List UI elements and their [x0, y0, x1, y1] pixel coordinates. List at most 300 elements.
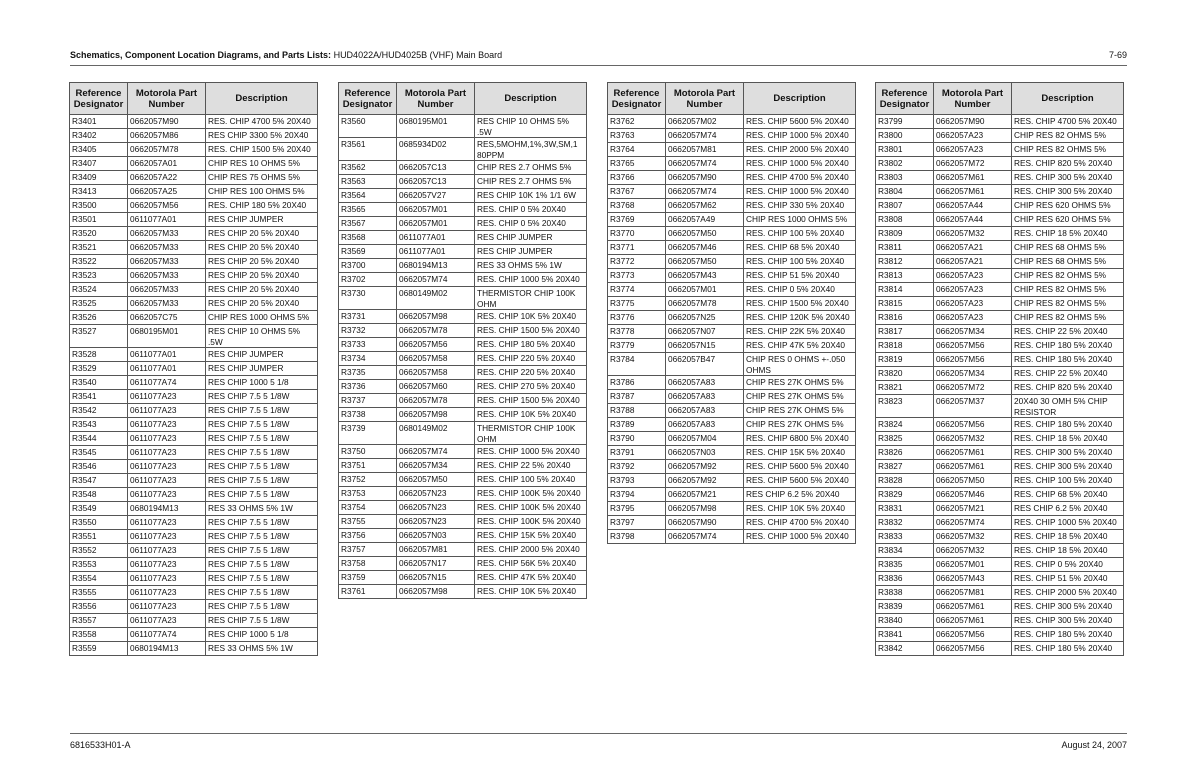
description: THERMISTOR CHIP 100K OHM	[475, 287, 587, 310]
description: RES CHIP 7.5 5 1/8W	[206, 390, 318, 404]
part-number: 0662057N23	[397, 487, 475, 501]
part-number: 0611077A23	[128, 432, 206, 446]
col-header-description: Description	[206, 83, 318, 115]
description: RES. CHIP 10K 5% 20X40	[744, 502, 856, 516]
reference-designator: R3559	[70, 642, 128, 656]
description: RES. CHIP 1000 5% 20X40	[475, 445, 587, 459]
table-row	[70, 432, 318, 446]
table-row	[339, 175, 587, 189]
table-row	[608, 432, 856, 446]
reference-designator: R3564	[339, 189, 397, 203]
description: CHIP RES 620 OHMS 5%	[1012, 213, 1124, 227]
part-number: 0680194M13	[397, 259, 475, 273]
part-number: 0662057A23	[934, 297, 1012, 311]
description: RES CHIP 20 5% 20X40	[206, 255, 318, 269]
reference-designator: R3808	[876, 213, 934, 227]
table-row	[70, 157, 318, 171]
description: RES CHIP 7.5 5 1/8W	[206, 544, 318, 558]
part-number: 0611077A23	[128, 516, 206, 530]
reference-designator: R3751	[339, 459, 397, 473]
description: RES. CHIP 180 5% 20X40	[206, 199, 318, 213]
table-row	[876, 586, 1124, 600]
description: RES. CHIP 22 5% 20X40	[1012, 367, 1124, 381]
table-row	[876, 530, 1124, 544]
col-header-part-number: Motorola Part Number	[397, 83, 475, 115]
reference-designator: R3753	[339, 487, 397, 501]
description: RES CHIP 7.5 5 1/8W	[206, 446, 318, 460]
reference-designator: R3818	[876, 339, 934, 353]
table-row	[608, 115, 856, 129]
reference-designator: R3827	[876, 460, 934, 474]
table-row	[608, 488, 856, 502]
description: RES. CHIP 2000 5% 20X40	[475, 543, 587, 557]
part-number: 0662057A49	[666, 213, 744, 227]
table-row	[876, 558, 1124, 572]
table-row	[876, 269, 1124, 283]
part-number: 0611077A23	[128, 390, 206, 404]
part-number: 0662057M61	[934, 185, 1012, 199]
table-row	[339, 422, 587, 445]
parts-table	[607, 82, 856, 544]
reference-designator: R3812	[876, 255, 934, 269]
description: RES CHIP 10 OHMS 5% .5W	[206, 325, 318, 348]
description: RES CHIP JUMPER	[475, 245, 587, 259]
description: CHIP RES 1000 OHMS 5%	[206, 311, 318, 325]
part-number: 0662057M34	[934, 367, 1012, 381]
part-number: 0662057N23	[397, 501, 475, 515]
col-header-reference: Reference Designator	[876, 83, 934, 115]
part-number: 0611077A01	[397, 231, 475, 245]
description: RES. CHIP 270 5% 20X40	[475, 380, 587, 394]
reference-designator: R3731	[339, 310, 397, 324]
description: RES CHIP 6.2 5% 20X40	[744, 488, 856, 502]
reference-designator: R3553	[70, 558, 128, 572]
part-number: 0662057M32	[934, 432, 1012, 446]
description: CHIP RES 1000 OHMS 5%	[744, 213, 856, 227]
table-row	[339, 394, 587, 408]
part-number: 0662057M33	[128, 269, 206, 283]
table-row	[70, 129, 318, 143]
description: RES. CHIP 1500 5% 20X40	[475, 394, 587, 408]
part-number: 0662057A23	[934, 143, 1012, 157]
part-number: 0662057M21	[934, 502, 1012, 516]
reference-designator: R3791	[608, 446, 666, 460]
description: RES. CHIP 100 5% 20X40	[744, 255, 856, 269]
part-number: 0662057M78	[128, 143, 206, 157]
part-number: 0611077A23	[128, 488, 206, 502]
description: RES. CHIP 0 5% 20X40	[744, 283, 856, 297]
part-number: 0680149M02	[397, 287, 475, 310]
part-number: 0662057B47	[666, 353, 744, 376]
description: RES CHIP 7.5 5 1/8W	[206, 432, 318, 446]
description: RES. CHIP 10K 5% 20X40	[475, 310, 587, 324]
part-number: 0662057C13	[397, 161, 475, 175]
reference-designator: R3789	[608, 418, 666, 432]
reference-designator: R3560	[339, 115, 397, 138]
part-number: 0662057N03	[397, 529, 475, 543]
description: RES. CHIP 22 5% 20X40	[1012, 325, 1124, 339]
table-row	[608, 311, 856, 325]
description: RES. CHIP 820 5% 20X40	[1012, 157, 1124, 171]
description: RES. CHIP 4700 5% 20X40	[744, 516, 856, 530]
table-row	[70, 348, 318, 362]
table-row	[608, 446, 856, 460]
description: RES 33 OHMS 5% 1W	[475, 259, 587, 273]
description: RES CHIP 7.5 5 1/8W	[206, 404, 318, 418]
reference-designator: R3521	[70, 241, 128, 255]
table-row	[608, 199, 856, 213]
description: RES. CHIP 0 5% 20X40	[475, 217, 587, 231]
part-number: 0662057M43	[934, 572, 1012, 586]
description: RES. CHIP 1000 5% 20X40	[1012, 516, 1124, 530]
reference-designator: R3834	[876, 544, 934, 558]
part-number: 0611077A23	[128, 572, 206, 586]
part-number: 0662057M01	[934, 558, 1012, 572]
table-row	[876, 129, 1124, 143]
table-row	[70, 530, 318, 544]
table-row	[608, 530, 856, 544]
reference-designator: R3765	[608, 157, 666, 171]
description: RES. CHIP 100K 5% 20X40	[475, 487, 587, 501]
description: RES. CHIP 4700 5% 20X40	[206, 115, 318, 129]
table-row	[339, 310, 587, 324]
part-number: 0662057M32	[934, 530, 1012, 544]
description: CHIP RES 27K OHMS 5%	[744, 390, 856, 404]
reference-designator: R3815	[876, 297, 934, 311]
table-row	[339, 515, 587, 529]
part-number: 0685934D02	[397, 138, 475, 161]
description: RES CHIP 7.5 5 1/8W	[206, 614, 318, 628]
reference-designator: R3554	[70, 572, 128, 586]
part-number: 0611077A01	[128, 213, 206, 227]
col-header-reference: Reference Designator	[70, 83, 128, 115]
part-number: 0662057M56	[128, 199, 206, 213]
table-row	[608, 129, 856, 143]
parts-table	[338, 82, 587, 599]
table-row	[339, 557, 587, 571]
description: RES. CHIP 56K 5% 20X40	[475, 557, 587, 571]
part-number: 0662057M01	[397, 203, 475, 217]
table-row	[70, 199, 318, 213]
description: RES,5MOHM,1%,3W,SM,1 80PPM	[475, 138, 587, 161]
reference-designator: R3799	[876, 115, 934, 129]
table-row	[608, 325, 856, 339]
part-number: 0662057M74	[397, 445, 475, 459]
description: CHIP RES 68 OHMS 5%	[1012, 255, 1124, 269]
description: RES CHIP 3300 5% 20X40	[206, 129, 318, 143]
reference-designator: R3832	[876, 516, 934, 530]
reference-designator: R3798	[608, 530, 666, 544]
table-row	[339, 324, 587, 338]
page-title-rest: HUD4022A/HUD4025B (VHF) Main Board	[331, 50, 503, 60]
table-header-row	[70, 83, 318, 115]
description: CHIP RES 82 OHMS 5%	[1012, 269, 1124, 283]
description: RES. CHIP 1500 5% 20X40	[475, 324, 587, 338]
part-number: 0611077A01	[128, 362, 206, 376]
part-number: 0662057N15	[666, 339, 744, 353]
description: RES. CHIP 1000 5% 20X40	[475, 273, 587, 287]
page-title-bold: Schematics, Component Location Diagrams, and Parts Lists:	[70, 50, 332, 60]
description: CHIP RES 2.7 OHMS 5%	[475, 161, 587, 175]
reference-designator: R3775	[608, 297, 666, 311]
reference-designator: R3787	[608, 390, 666, 404]
description: RES. CHIP 22 5% 20X40	[475, 459, 587, 473]
table-row	[339, 487, 587, 501]
part-number: 0662057M62	[666, 199, 744, 213]
reference-designator: R3801	[876, 143, 934, 157]
table-row	[876, 474, 1124, 488]
part-number: 0662057M81	[934, 586, 1012, 600]
description: RES CHIP 7.5 5 1/8W	[206, 586, 318, 600]
reference-designator: R3552	[70, 544, 128, 558]
part-number: 0662057M61	[934, 446, 1012, 460]
reference-designator: R3828	[876, 474, 934, 488]
table-row	[876, 171, 1124, 185]
table-row	[608, 157, 856, 171]
part-number: 0662057A22	[128, 171, 206, 185]
reference-designator: R3816	[876, 311, 934, 325]
part-number: 0662057M50	[397, 473, 475, 487]
reference-designator: R3811	[876, 241, 934, 255]
description: RES CHIP 20 5% 20X40	[206, 283, 318, 297]
reference-designator: R3549	[70, 502, 128, 516]
part-number: 0662057M56	[934, 642, 1012, 656]
table-row	[70, 404, 318, 418]
document-date: August 24, 2007	[1061, 740, 1127, 750]
description: RES CHIP 7.5 5 1/8W	[206, 516, 318, 530]
reference-designator: R3829	[876, 488, 934, 502]
part-number: 0662057M90	[128, 115, 206, 129]
part-number: 0662057M74	[934, 516, 1012, 530]
reference-designator: R3567	[339, 217, 397, 231]
description: RES. CHIP 68 5% 20X40	[744, 241, 856, 255]
table-row	[876, 339, 1124, 353]
reference-designator: R3550	[70, 516, 128, 530]
table-row	[876, 227, 1124, 241]
part-number: 0611077A23	[128, 600, 206, 614]
part-number: 0662057N15	[397, 571, 475, 585]
reference-designator: R3543	[70, 418, 128, 432]
reference-designator: R3754	[339, 501, 397, 515]
description: RES. CHIP 68 5% 20X40	[1012, 488, 1124, 502]
description: RES. CHIP 100 5% 20X40	[475, 473, 587, 487]
part-number: 0662057M98	[397, 408, 475, 422]
description: CHIP RES 82 OHMS 5%	[1012, 143, 1124, 157]
table-row	[876, 395, 1124, 418]
description: CHIP RES 82 OHMS 5%	[1012, 311, 1124, 325]
description: RES. CHIP 4700 5% 20X40	[1012, 115, 1124, 129]
reference-designator: R3563	[339, 175, 397, 189]
description: RES CHIP 1000 5 1/8	[206, 376, 318, 390]
reference-designator: R3755	[339, 515, 397, 529]
description: CHIP RES 2.7 OHMS 5%	[475, 175, 587, 189]
description: RES. CHIP 180 5% 20X40	[1012, 642, 1124, 656]
reference-designator: R3786	[608, 376, 666, 390]
part-number: 0662057A83	[666, 418, 744, 432]
table-row	[608, 502, 856, 516]
reference-designator: R3524	[70, 283, 128, 297]
reference-designator: R3784	[608, 353, 666, 376]
table-row	[70, 227, 318, 241]
parts-table	[69, 82, 318, 656]
reference-designator: R3817	[876, 325, 934, 339]
table-row	[876, 353, 1124, 367]
table-row	[876, 628, 1124, 642]
table-row	[339, 231, 587, 245]
reference-designator: R3797	[608, 516, 666, 530]
table-row	[339, 380, 587, 394]
reference-designator: R3405	[70, 143, 128, 157]
reference-designator: R3548	[70, 488, 128, 502]
description: RES. CHIP 51 5% 20X40	[744, 269, 856, 283]
description: CHIP RES 620 OHMS 5%	[1012, 199, 1124, 213]
reference-designator: R3836	[876, 572, 934, 586]
part-number: 0662057M90	[666, 171, 744, 185]
part-number: 0611077A23	[128, 530, 206, 544]
description: RES. CHIP 820 5% 20X40	[1012, 381, 1124, 395]
table-row	[70, 642, 318, 656]
part-number: 0680149M02	[397, 422, 475, 445]
table-row	[70, 171, 318, 185]
table-row	[876, 502, 1124, 516]
table-row	[608, 376, 856, 390]
description: RES CHIP 7.5 5 1/8W	[206, 530, 318, 544]
table-row	[70, 185, 318, 199]
table-row	[70, 558, 318, 572]
reference-designator: R3803	[876, 171, 934, 185]
description: RES CHIP 7.5 5 1/8W	[206, 460, 318, 474]
table-row	[876, 446, 1124, 460]
table-row	[876, 642, 1124, 656]
part-number: 0662057M33	[128, 255, 206, 269]
description: RES. CHIP 15K 5% 20X40	[744, 446, 856, 460]
description: RES. CHIP 180 5% 20X40	[1012, 628, 1124, 642]
table-row	[876, 460, 1124, 474]
table-row	[608, 241, 856, 255]
table-row	[608, 418, 856, 432]
reference-designator: R3773	[608, 269, 666, 283]
part-number: 0662057A83	[666, 404, 744, 418]
part-number: 0662057M74	[666, 129, 744, 143]
description: RES. CHIP 300 5% 20X40	[1012, 460, 1124, 474]
table-row	[70, 311, 318, 325]
reference-designator: R3551	[70, 530, 128, 544]
parts-table	[875, 82, 1124, 656]
description: RES. CHIP 1500 5% 20X40	[206, 143, 318, 157]
table-row	[876, 572, 1124, 586]
reference-designator: R3820	[876, 367, 934, 381]
table-row	[876, 432, 1124, 446]
description: CHIP RES 82 OHMS 5%	[1012, 129, 1124, 143]
part-number: 0662057M50	[666, 227, 744, 241]
description: RES 33 OHMS 5% 1W	[206, 502, 318, 516]
part-number: 0662057M92	[666, 474, 744, 488]
reference-designator: R3793	[608, 474, 666, 488]
reference-designator: R3501	[70, 213, 128, 227]
part-number: 0662057N07	[666, 325, 744, 339]
description: RES CHIP 7.5 5 1/8W	[206, 418, 318, 432]
table-row	[876, 157, 1124, 171]
part-number: 0662057N17	[397, 557, 475, 571]
reference-designator: R3735	[339, 366, 397, 380]
table-row	[339, 543, 587, 557]
reference-designator: R3520	[70, 227, 128, 241]
reference-designator: R3702	[339, 273, 397, 287]
table-row	[339, 459, 587, 473]
description: RES. CHIP 15K 5% 20X40	[475, 529, 587, 543]
part-number: 0662057M86	[128, 129, 206, 143]
table-row	[876, 283, 1124, 297]
col-header-reference: Reference Designator	[608, 83, 666, 115]
description: RES CHIP 7.5 5 1/8W	[206, 474, 318, 488]
part-number: 0662057M33	[128, 297, 206, 311]
description: RES. CHIP 1000 5% 20X40	[744, 530, 856, 544]
description: RES. CHIP 180 5% 20X40	[1012, 418, 1124, 432]
reference-designator: R3790	[608, 432, 666, 446]
table-row	[876, 143, 1124, 157]
table-row	[608, 404, 856, 418]
table-row	[876, 325, 1124, 339]
part-number: 0662057N23	[397, 515, 475, 529]
table-row	[339, 338, 587, 352]
table-row	[339, 245, 587, 259]
description: RES CHIP 7.5 5 1/8W	[206, 558, 318, 572]
description: RES. CHIP 18 5% 20X40	[1012, 432, 1124, 446]
table-row	[339, 408, 587, 422]
part-number: 0662057M33	[128, 241, 206, 255]
reference-designator: R3545	[70, 446, 128, 460]
table-header-row	[339, 83, 587, 115]
reference-designator: R3555	[70, 586, 128, 600]
part-number: 0662057C13	[397, 175, 475, 189]
table-row	[70, 614, 318, 628]
reference-designator: R3825	[876, 432, 934, 446]
part-number: 0662057V27	[397, 189, 475, 203]
part-number: 0662057M32	[934, 544, 1012, 558]
table-row	[339, 473, 587, 487]
description: RES. CHIP 0 5% 20X40	[475, 203, 587, 217]
part-number: 0662057M32	[934, 227, 1012, 241]
table-header-row	[608, 83, 856, 115]
description: RES. CHIP 180 5% 20X40	[475, 338, 587, 352]
part-number: 0662057M74	[666, 530, 744, 544]
table-row	[876, 311, 1124, 325]
part-number: 0662057A44	[934, 213, 1012, 227]
part-number: 0611077A23	[128, 460, 206, 474]
table-row	[608, 227, 856, 241]
description: RES. CHIP 10K 5% 20X40	[475, 408, 587, 422]
table-row	[608, 213, 856, 227]
table-row	[876, 488, 1124, 502]
part-number: 0611077A01	[128, 348, 206, 362]
table-row	[876, 367, 1124, 381]
part-number: 0611077A23	[128, 404, 206, 418]
description: RES CHIP 7.5 5 1/8W	[206, 488, 318, 502]
part-number: 0680195M01	[128, 325, 206, 348]
part-number: 0662057M21	[666, 488, 744, 502]
reference-designator: R3558	[70, 628, 128, 642]
description: RES. CHIP 2000 5% 20X40	[744, 143, 856, 157]
col-header-part-number: Motorola Part Number	[128, 83, 206, 115]
reference-designator: R3772	[608, 255, 666, 269]
description: RES CHIP JUMPER	[206, 348, 318, 362]
table-row	[339, 352, 587, 366]
description: RES CHIP 10 OHMS 5% .5W	[475, 115, 587, 138]
description: RES. CHIP 120K 5% 20X40	[744, 311, 856, 325]
part-number: 0611077A23	[128, 446, 206, 460]
table-row	[608, 390, 856, 404]
part-number: 0611077A23	[128, 418, 206, 432]
